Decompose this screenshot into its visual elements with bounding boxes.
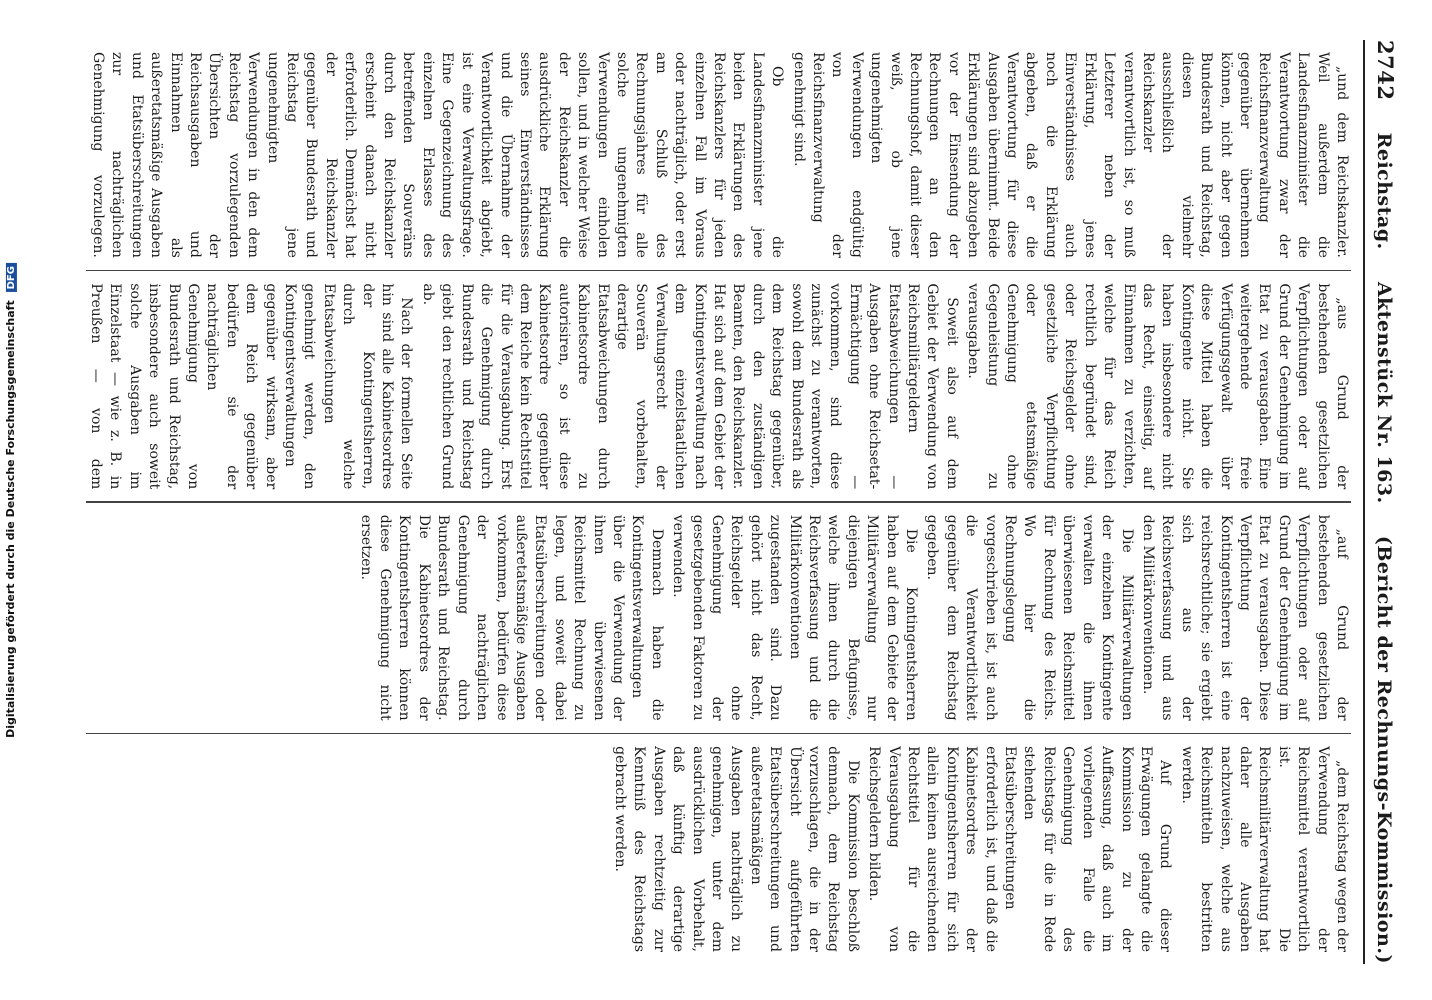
paragraph: Nach der formellen Seite hin sind alle Kabinetsordres der Kontingentsherren, durch welche Etatsabweichungen genehmigt werden, den Kontingentsverwaltungen gegenüber wirksam, aber dem Reich gegenüber bedürfen sie der nachträglichen Genehmigung von Bundesrath und Reichstag, insbesondere auch soweit solche Ausgaben im Einzelstaat — wie z. B. in Preußen — von dem: [88, 283, 415, 490]
header-rule: [1363, 40, 1365, 964]
attachment-title: Aktenstück Nr. 163.: [1373, 281, 1395, 504]
paragraph: Ob die Landesfinanzminister jene beiden Erklärungen des Reichskanzlers für jeden einzelnen Fall im Voraus oder nachträglich, oder erst am Schluß des Rechnungsjahres für alle solche ungenehmigten Verwendungen einholen sollen, und in welcher Weise der Reichskanzler die ausdrückliche Erklärung seines Einverständnisses und die Übernahme der Verantwortlichkeit abgiebt, ist eine Verwaltungsfrage. Eine Gegenzeichnung des einzelnen Erlasses des betreffenden Souveräns durch den Reichskanzler erscheint danach nicht erforderlich. Demnächst hat der Reichskanzler gegenüber Bundesrath und Reichstag jene ungenehmigten Verwendungen in den dem Reichstag vorzulegenden Übersichten der Reichsausgaben und Einnahmen als außeretatsmäßige Ausgaben und Etatsüberschreitungen zur nachträglichen Genehmigung vorzulegen.: [90, 52, 786, 258]
paragraph: „und dem Reichskanzler. Weil außerdem die Landesfinanzminister die Verantwortung zwar der Reichsfinanzverwaltung gegenüber übernehmen können, nicht aber gegen Bundesrath und Reichstag, diesen vielmehr ausschließlich der Reichskanzler verantwortlich ist, so muß Letzterer neben der Erklärung, jenes Einverständnisses auch noch die Erklärung abgeben, daß er die Verantwortung für diese Ausgaben übernimmt. Beide Erklärungen sind abzugeben vor der Einsendung der Rechnungen an den Rechnungshof, damit dieser weiß, ob jene ungenehmigten Verwendungen endgültig von der Reichsfinanzverwaltung genehmigt sind.: [790, 52, 1350, 258]
paragraph: „dem Reichstag wegen der Verwendung der Reichsmittel verantwortlich ist. Die Reichsmilitärverwaltung hat daher alle Ausgaben nachzuweisen, welche aus Reichsmitteln bestritten werden.: [1178, 746, 1350, 953]
paragraph: Demnach haben die Kontingentsverwaltungen über die Verwendung der ihnen überwiesenen Reichsmittel Rechnung zu legen, und soweit dabei Etatsüberschreitungen oder außeretatsmäßige Ausgaben vorkommen, bedürfen diese der nachträglichen Genehmigung durch Bundesrath und Reichstag. Die Kabinetsordres der Kontingentsherren können diese Genehmigung nicht ersetzen.: [357, 514, 665, 721]
paragraph: Soweit also auf dem Gebiet der Verwendung von Reichsmilitärgeldern Etatsabweichungen — Ausgaben ohne Reichsetat-Ermächtigung — vorkommen, sind diese zunächst zu verantworten, sowohl dem Bundesrath als dem Reichstag gegenüber, durch den zuständigen Beamten, den Reichskanzler. Hat sich auf dem Gebiet der Kontingentsverwaltung nach dem einzelstaatlichen Verwaltungsrecht der Souverän vorbehalten, derartige Etatsabweichungen durch Kabinetsordre zu autorisiren, so ist diese Kabinetsordre gegenüber dem Reiche kein Rechtstitel für die Verausgabung. Erst die Genehmigung durch Bundesrath und Reichstag giebt den rechtlichen Grund ab.: [419, 283, 960, 490]
paragraph: „auf Grund der bestehenden gesetzlichen Verpflichtungen oder auf Grund der Genehmigung im Etat zu verausgaben. Diese Verpflichtung der Kontingentsherren ist eine reichsrechtliche; sie ergiebt sich aus der Reichsverfassung und aus den Militärkonventionen.: [1139, 514, 1350, 721]
column-1: [86, 40, 1351, 270]
dfg-logo: DFG: [6, 263, 17, 292]
paragraph: Auf Grund dieser Erwägungen gelangte die Kommission zu der Auffassung, daß auch im vorliegenden Falle die Genehmigung des Reichstags für die in Rede stehenden Etatsüberschreitungen erforderlich ist, und daß die Kabinetsordres der Kontingentsherren für sich allein keinen ausreichenden Rechtstitel für die Verausgabung von Reichsgeldern bilden.: [866, 746, 1174, 952]
paragraph: Die Kommission beschloß demnach, dem Reichstag vorzuschlagen, die in der Übersicht aufgeführten Etatsüberschreitungen und außeretatsmäßigen Ausgaben nachträglich zu genehmigen, unter dem ausdrücklichen Vorbehalt, daß künftig derartige Ausgaben rechtzeitig zur Kenntniß des Reichstags gebracht werden.: [611, 746, 861, 952]
paragraph: „aus Grund der bestehenden gesetzlichen Verpflichtungen oder auf Grund der Genehmigung im Etat zu verausgaben. Eine weitergehende freie Verfügungsgewalt über diese Mittel haben die Kontingente nicht. Sie haben insbesondere nicht das Recht, einseitig, auf Einnahmen zu verzichten, welche für das Reich rechtlich begründet sind, oder Reichsgelder ohne gesetzliche Verpflichtung oder etatsmäßige Genehmigung ohne Gegenleistung zu verausgaben.: [965, 283, 1350, 490]
section-title: Reichstag.: [1373, 132, 1395, 250]
credit-text: Digitalisierung gefördert durch die Deutsche Forschungsgemeinschaft: [3, 299, 17, 738]
paragraph: Die Militärverwaltungen der einzelnen Kontingente verwalten die ihnen überwiesenen Reichsmittel für Rechnung des Reichs. Wo hier die Rechnungslegung vorgeschrieben ist, ist auch die Verantwortlichkeit gegenüber dem Reichstag gegeben.: [924, 514, 1135, 721]
page-header: [1365, 40, 1398, 964]
column-3: [86, 503, 1351, 733]
report-title: (Bericht der Rechnungs-Kommission.): [1373, 535, 1395, 964]
column-4: [86, 734, 1351, 964]
page-number: 2742: [1373, 40, 1398, 101]
document-page: [3, 0, 1426, 1000]
paragraph: Die Kontingentsherren haben auf dem Gebiete der Militärverwaltung nur diejenigen Befugnisse, welche ihnen durch die Reichsverfassung und die Militärkonventionen zugestanden sind. Dazu gehört nicht das Recht, Reichsgelder ohne Genehmigung der gesetzgebenden Faktoren zu verwenden.: [670, 514, 920, 721]
text-columns: [86, 40, 1351, 964]
column-2: [86, 271, 1351, 501]
